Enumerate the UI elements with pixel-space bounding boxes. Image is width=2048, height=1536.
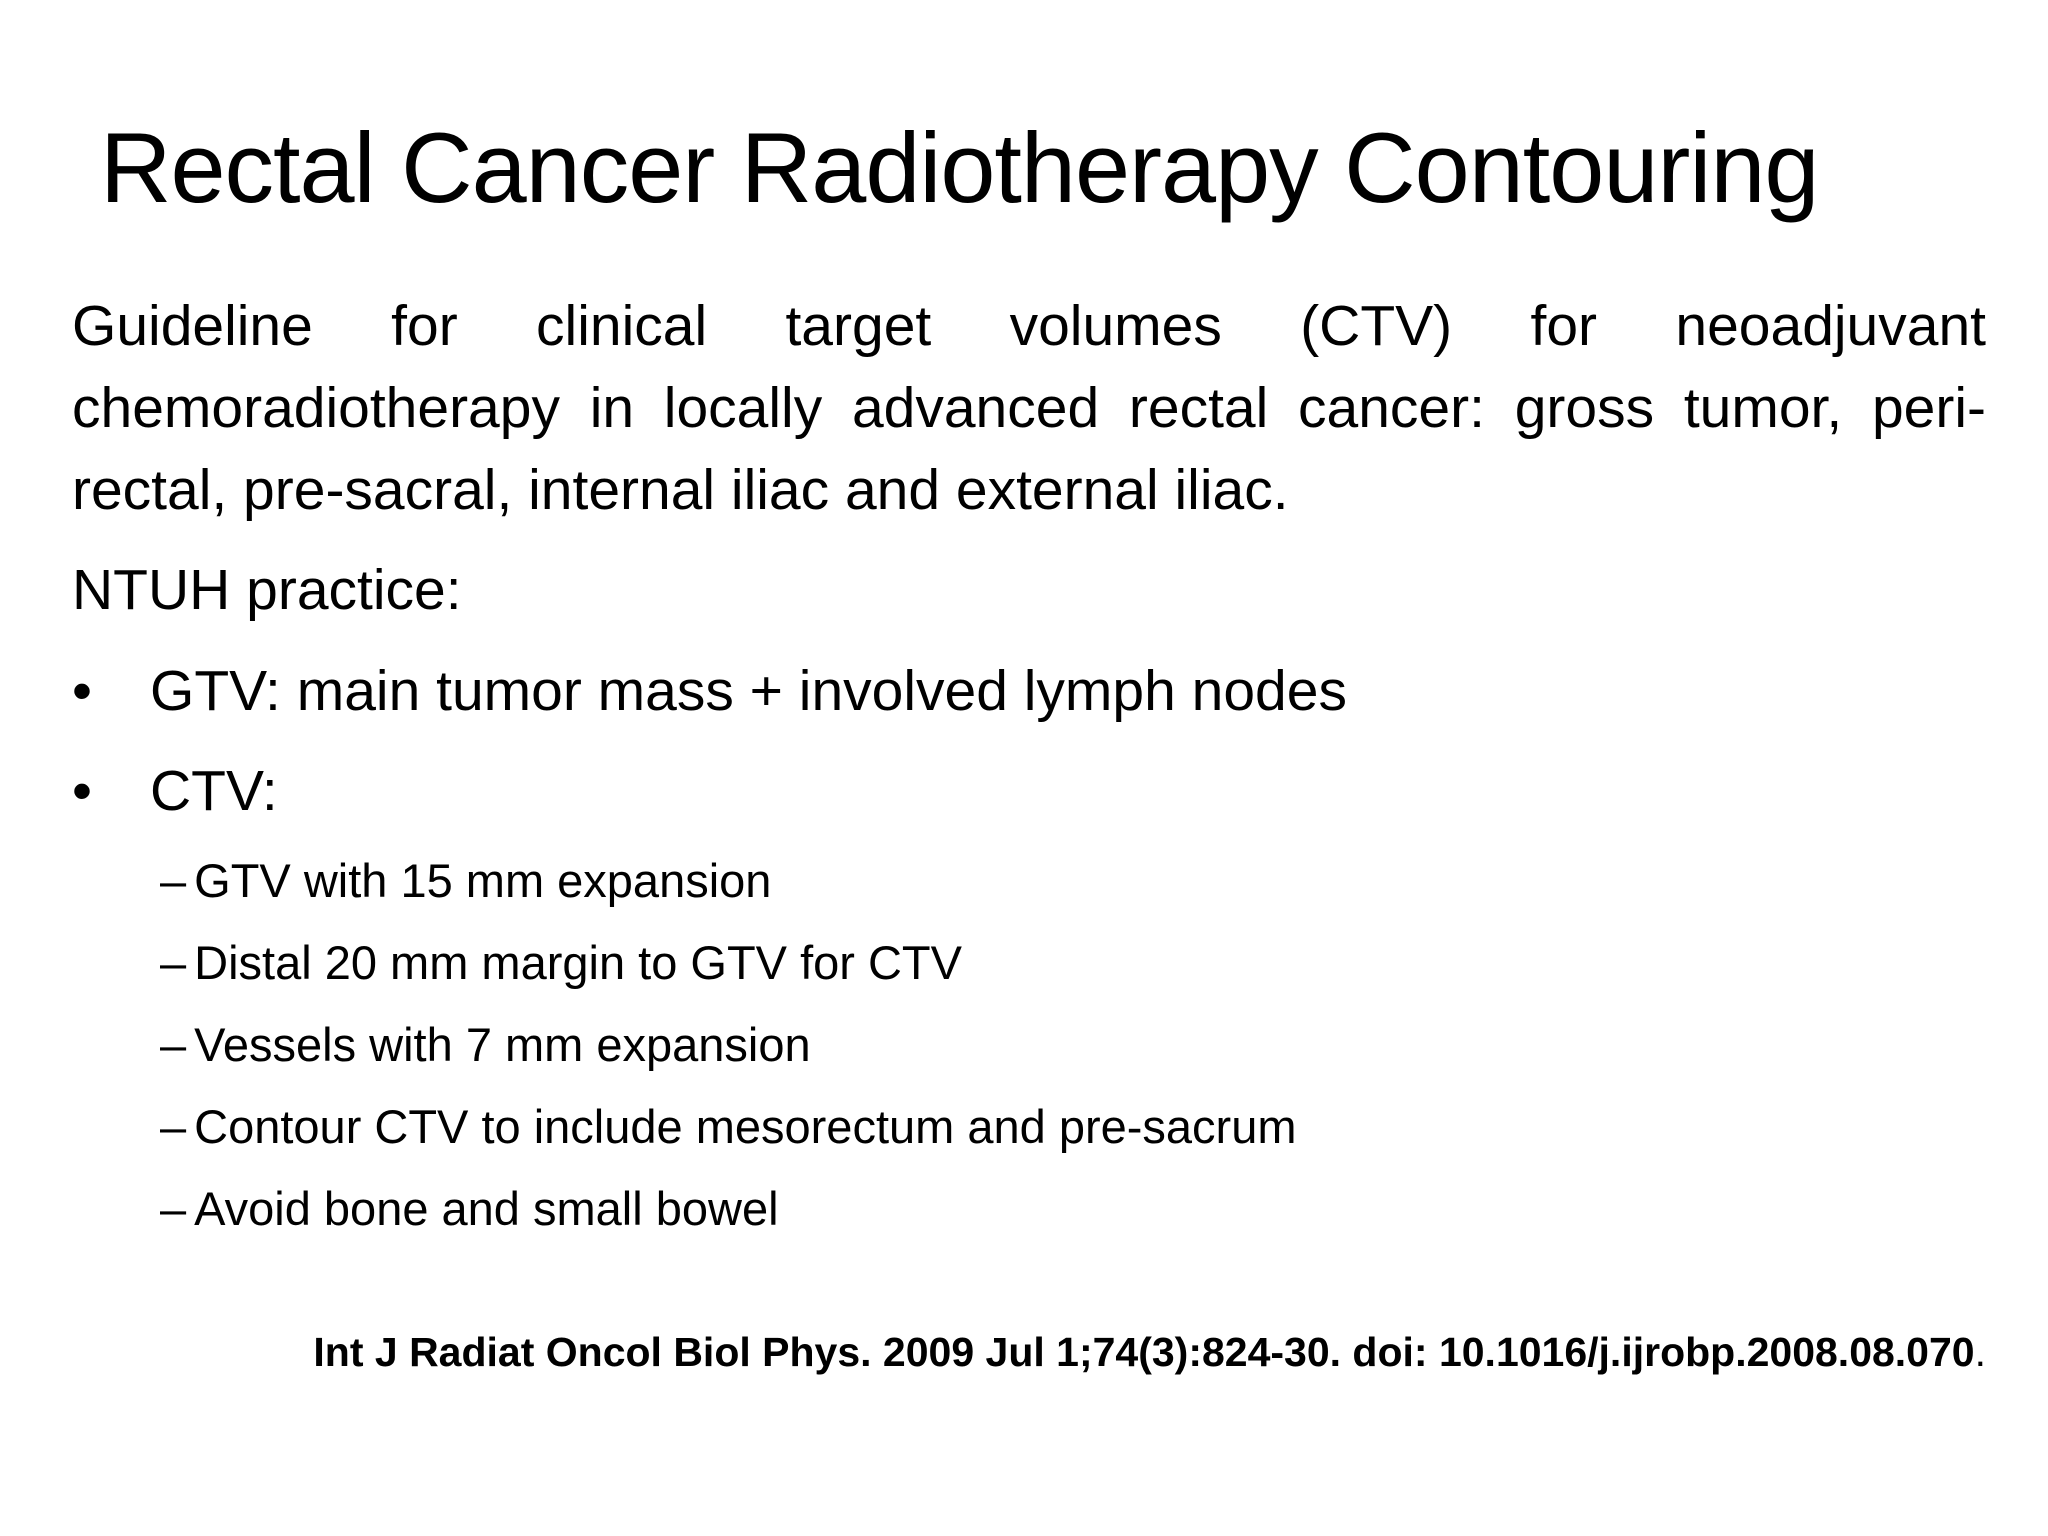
practice-heading: NTUH practice: [72, 558, 462, 622]
guideline-paragraph: Guideline for clinical target volumes (CTV) for neoadjuvant chemoradiotherapy in locally advanced rectal cancer: gross tumor, peri-rectal, pre-sacral, internal iliac and external iliac. [72, 294, 1986, 522]
sub-item-avoid [160, 1168, 1296, 1250]
sub-item-text: Contour CTV to include mesorectum and pre-sacrum [194, 1100, 1297, 1153]
dash-marker: – [160, 854, 187, 907]
bullet-marker: • [72, 659, 92, 723]
dash-marker: – [160, 1018, 187, 1071]
bullet-text-gtv: GTV: main tumor mass + involved lymph nodes [150, 659, 1347, 723]
dash-marker: – [160, 1182, 187, 1235]
citation [313, 1320, 1986, 1384]
bullet-text-ctv: CTV: [150, 759, 278, 823]
sub-item-contour-ctv [160, 1086, 1296, 1168]
dash-marker: – [160, 1100, 187, 1153]
bullet-marker: • [72, 759, 92, 823]
sub-item-text: Avoid bone and small bowel [194, 1182, 779, 1235]
sub-item-gtv-expansion [160, 840, 1296, 922]
dash-marker: – [160, 936, 187, 989]
citation-reference: Int J Radiat Oncol Biol Phys. 2009 Jul 1;74(3):824-30. doi: 10.1016/j.ijrobp.2008.08.070 [313, 1329, 1975, 1375]
sub-item-text: Distal 20 mm margin to GTV for CTV [194, 936, 962, 989]
ctv-sub-list [160, 840, 1296, 1250]
sub-item-distal-margin [160, 922, 1296, 1004]
sub-item-text: Vessels with 7 mm expansion [194, 1018, 811, 1071]
sub-item-text: GTV with 15 mm expansion [194, 854, 772, 907]
sub-item-vessels [160, 1004, 1296, 1086]
citation-period: . [1974, 1329, 1986, 1375]
slide-title: Rectal Cancer Radiotherapy Contouring [100, 112, 1819, 223]
